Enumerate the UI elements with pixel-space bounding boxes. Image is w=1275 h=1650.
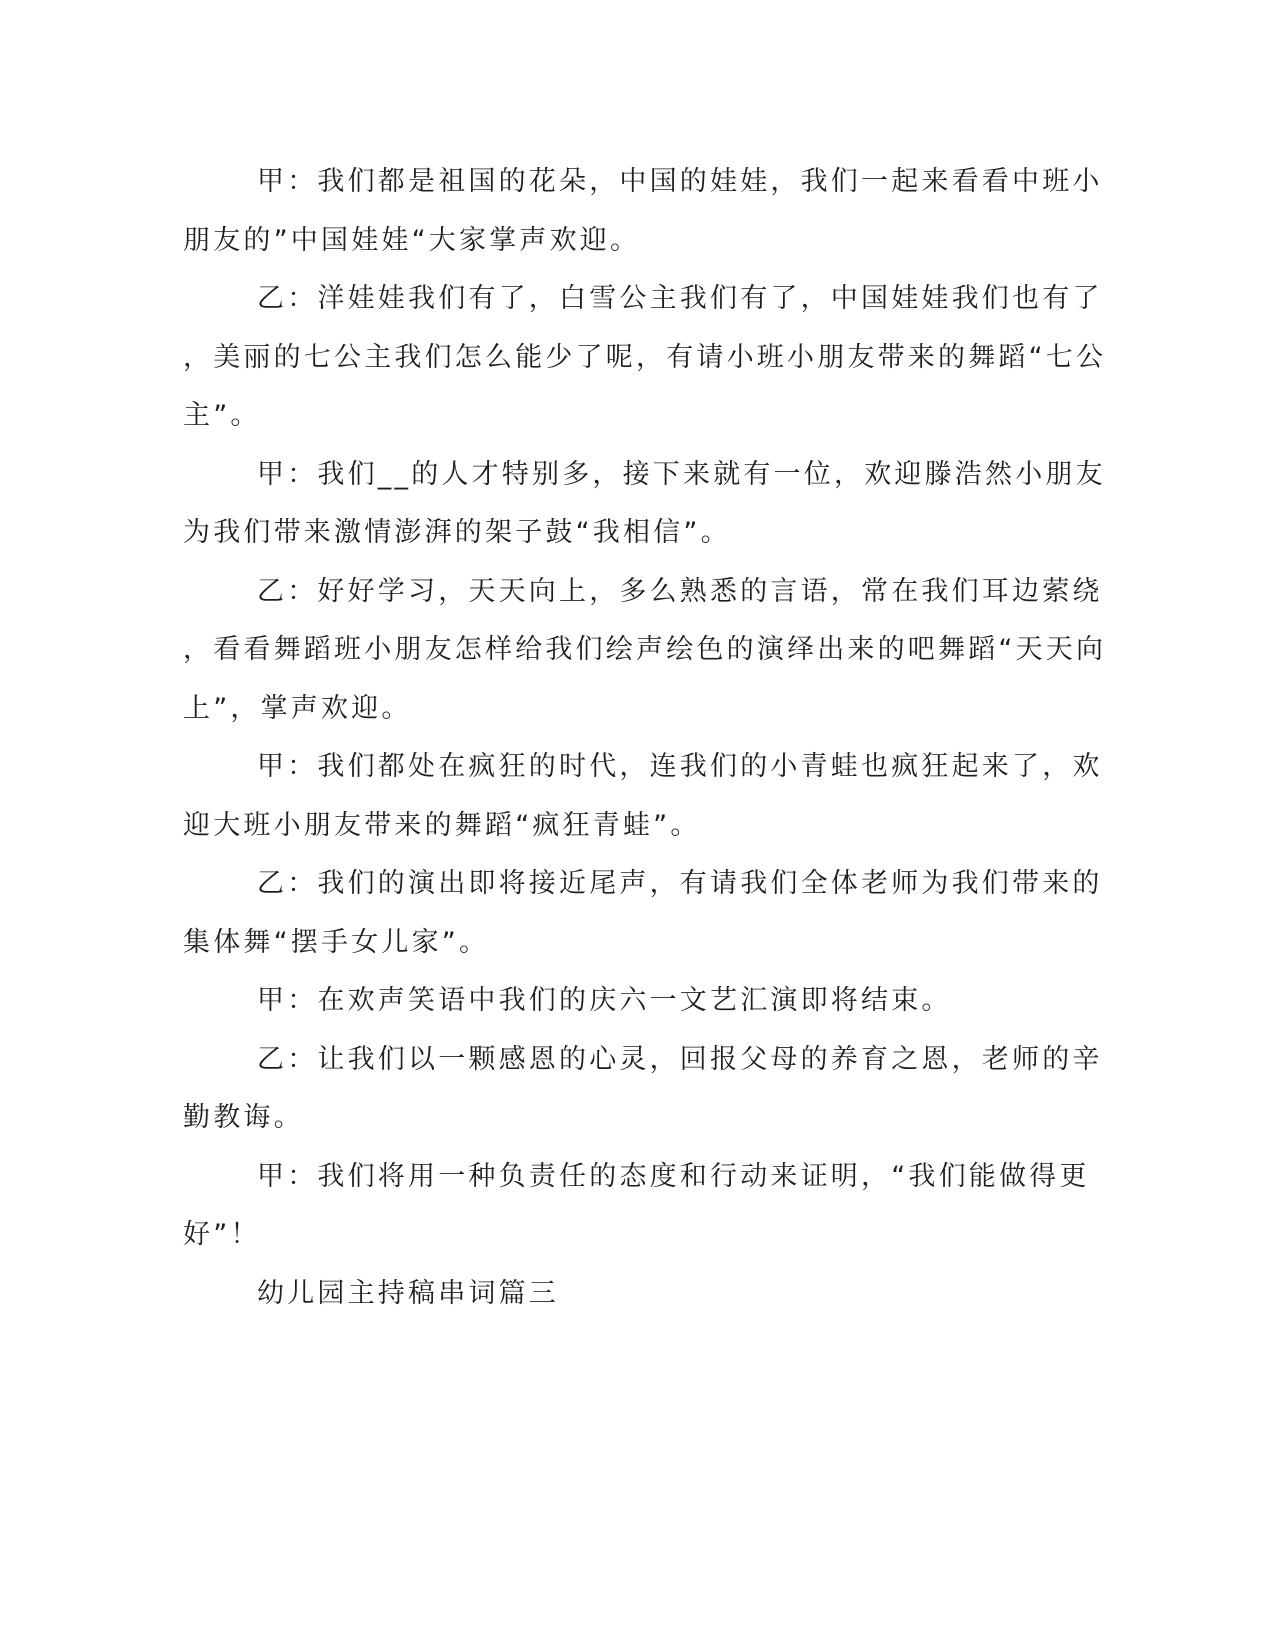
text-line: 上”，掌声欢迎。: [183, 692, 412, 724]
text-line: 迎大班小朋友带来的舞蹈“疯狂青蛙”。: [183, 809, 701, 841]
text-line: 甲：我们都是祖国的花朵，中国的娃娃，我们一起来看看中班小: [257, 166, 1103, 197]
text-line: 乙：让我们以一颗感恩的心灵，回报父母的养育之恩，老师的辛: [257, 1043, 1103, 1075]
text-line: 好”！: [183, 1219, 261, 1250]
paragraph-1: [183, 153, 1103, 270]
text-line: 甲：在欢声笑语中我们的庆六一文艺汇演即将结束。: [257, 985, 952, 1016]
text-line: ，美丽的七公主我们怎么能少了呢，有请小班小朋友带来的舞蹈“七公: [183, 341, 1107, 373]
text-line: 幼儿园主持稿串词篇三: [257, 1277, 559, 1309]
paragraph-9: [183, 1148, 1090, 1265]
text-line: ，看看舞蹈班小朋友怎样给我们绘声绘色的演绎出来的吧舞蹈“天天向: [183, 634, 1107, 665]
text-line: 集体舞“摆手女儿家”。: [183, 926, 490, 958]
paragraph-7: [183, 972, 1063, 1031]
text-line: 甲：我们将用一种负责任的态度和行动来证明，“我们能做得更: [257, 1160, 1090, 1192]
paragraph-5: [183, 738, 1103, 855]
text-line: 勤教诲。: [183, 1102, 304, 1133]
paragraph-3: [183, 446, 1106, 563]
paragraph-2: [183, 270, 1107, 446]
paragraph-8: [183, 1031, 1103, 1148]
text-line: 乙：好好学习，天天向上，多么熟悉的言语，常在我们耳边萦绕: [257, 575, 1103, 607]
text-line: 甲：我们__的人才特别多，接下来就有一位，欢迎滕浩然小朋友: [257, 458, 1106, 490]
text-line: 乙：洋娃娃我们有了，白雪公主我们有了，中国娃娃我们也有了: [257, 283, 1103, 314]
text-line: 朋友的”中国娃娃“大家掌声欢迎。: [183, 224, 641, 256]
text-line: 甲：我们都处在疯狂的时代，连我们的小青蛙也疯狂起来了，欢: [257, 751, 1103, 782]
text-line: 主”。: [183, 400, 261, 431]
text-line: 乙：我们的演出即将接近尾声，有请我们全体老师为我们带来的: [257, 868, 1103, 899]
paragraph-4: [183, 563, 1107, 739]
document-body: [183, 153, 1107, 1323]
paragraph-6: [183, 855, 1103, 972]
section-heading: [183, 1265, 1063, 1324]
text-line: 为我们带来激情澎湃的架子鼓“我相信”。: [183, 517, 731, 548]
